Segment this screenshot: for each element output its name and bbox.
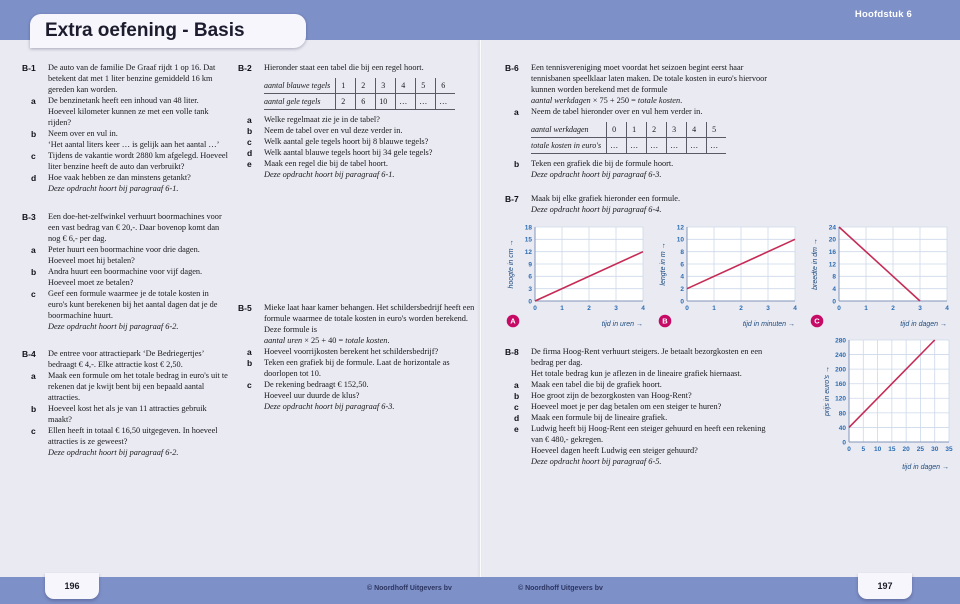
- svg-text:40: 40: [838, 424, 846, 432]
- exercise-text: Neem de tabel over en vul deze verder in.: [264, 126, 403, 135]
- exercise-number: B-1: [22, 63, 36, 73]
- exercise-text: Hoeveel moet je per dag betalen om een steiger te huren?: [531, 402, 722, 411]
- item-letter: b: [247, 126, 253, 136]
- svg-text:1: 1: [864, 305, 868, 312]
- table-row: [531, 138, 726, 154]
- table-row-label: aantal blauwe tegels: [264, 78, 336, 94]
- table-cell: 5: [707, 122, 727, 138]
- svg-text:3: 3: [528, 286, 532, 294]
- svg-text:3: 3: [614, 305, 618, 312]
- paragraph-reference: Deze opdracht hoort bij paragraaf 6-5.: [531, 457, 662, 466]
- svg-text:A: A: [510, 316, 516, 326]
- item-letter: a: [31, 96, 36, 106]
- svg-text:2: 2: [739, 305, 743, 312]
- svg-text:0: 0: [847, 446, 851, 453]
- exercise-B-6: [505, 62, 957, 180]
- label-spacer: [505, 95, 531, 96]
- exercise-text: Hoeveel kost het als je van 11 attracties gebruik maakt?: [48, 404, 207, 424]
- table-row: [264, 94, 455, 110]
- exercise-text: Welk aantal blauwe tegels hoort bij 34 gele tegels?: [264, 148, 433, 157]
- exercise-part: [22, 183, 228, 194]
- line-chart-B: [657, 219, 805, 329]
- table-holder: [531, 117, 773, 158]
- svg-text:15: 15: [524, 236, 532, 244]
- table-cell: 4: [396, 78, 416, 94]
- exercise-part: [505, 95, 957, 106]
- exercise-part: [505, 412, 811, 423]
- svg-text:2: 2: [680, 286, 684, 294]
- table-holder: [264, 73, 476, 114]
- y-axis-title: lengte in m →: [660, 242, 667, 286]
- exercise-part: [22, 128, 228, 150]
- item-letter: c: [514, 402, 519, 412]
- table-cell: …: [627, 138, 647, 154]
- svg-text:1: 1: [712, 305, 716, 312]
- line-chart-price: [821, 334, 957, 472]
- data-table: [531, 122, 726, 154]
- item-letter: a: [514, 107, 519, 117]
- svg-text:35: 35: [945, 446, 953, 453]
- label-spacer: [22, 321, 48, 322]
- exercise-B-8: [505, 346, 811, 467]
- table-cell: 0: [607, 122, 627, 138]
- exercise-text: Hoe vaak hebben ze dan minstens getankt?: [48, 173, 191, 182]
- item-letter: e: [514, 424, 519, 434]
- exercise-text: Teken een grafiek bij de formule. Laat de horizontale as doorlopen tot 10.: [264, 358, 450, 378]
- exercise-number: B-6: [505, 63, 519, 73]
- svg-text:240: 240: [835, 351, 846, 359]
- y-axis-title: breedte in dm →: [812, 238, 819, 290]
- data-table: [264, 78, 455, 110]
- exercise-part: [238, 158, 476, 169]
- svg-text:4: 4: [945, 305, 949, 312]
- svg-text:0: 0: [685, 305, 689, 312]
- exercise-b8-block: [505, 346, 811, 477]
- svg-text:20: 20: [828, 236, 836, 244]
- table-cell: …: [436, 94, 456, 110]
- exercise-part: [238, 302, 476, 335]
- svg-text:1: 1: [560, 305, 564, 312]
- chart-label-badge-C: [811, 315, 824, 328]
- svg-text:16: 16: [828, 249, 836, 257]
- table-cell: 3: [376, 78, 396, 94]
- svg-text:12: 12: [828, 261, 836, 269]
- exercise-part: [22, 403, 228, 425]
- item-letter: c: [31, 151, 36, 161]
- svg-text:15: 15: [888, 446, 896, 453]
- item-letter: d: [247, 148, 253, 158]
- exercise-part: [22, 447, 228, 458]
- label-spacer: [505, 169, 531, 170]
- svg-text:25: 25: [916, 446, 925, 453]
- label-spacer: [238, 73, 264, 74]
- svg-text:160: 160: [835, 381, 846, 389]
- table-cell: 6: [356, 94, 376, 110]
- exercise-text: Welke regelmaat zie je in de tabel?: [264, 115, 380, 124]
- exercise-B-5: [238, 302, 476, 412]
- table-cell: 1: [336, 78, 356, 94]
- exercise-part: [505, 106, 957, 117]
- page-number-tab-right: [858, 573, 912, 599]
- table-row-label: aantal gele tegels: [264, 94, 336, 110]
- exercise-part: [22, 211, 228, 244]
- exercise-part: [22, 348, 228, 370]
- label-spacer: [505, 204, 531, 205]
- svg-text:0: 0: [832, 298, 836, 306]
- exercise-text: Neem over en vul in. ‘Het aantal liters keer … is gelijk aan het aantal …’: [48, 129, 220, 149]
- item-letter: a: [31, 371, 36, 381]
- exercise-part: [22, 425, 228, 447]
- exercise-part: [238, 147, 476, 158]
- item-letter: a: [514, 380, 519, 390]
- svg-text:10: 10: [873, 446, 882, 453]
- exercise-part: [505, 379, 811, 390]
- line-chart-A: [505, 219, 653, 329]
- exercise-part: [505, 401, 811, 412]
- charts-row: [505, 219, 957, 334]
- exercise-part: [238, 346, 476, 357]
- item-letter: b: [31, 404, 37, 414]
- line-chart-C: [809, 219, 957, 329]
- chart-b: [657, 219, 805, 334]
- exercise-part: [22, 244, 228, 266]
- exercise-part: [238, 125, 476, 136]
- exercise-text: Maak een formule bij de lineaire grafiek.: [531, 413, 668, 422]
- table-row-label: aantal werkdagen: [531, 122, 607, 138]
- exercise-number: B-4: [22, 349, 36, 359]
- table-cell: 1: [627, 122, 647, 138]
- exercise-part: [505, 158, 957, 169]
- table-cell: 2: [356, 78, 376, 94]
- svg-text:3: 3: [918, 305, 922, 312]
- svg-text:8: 8: [680, 249, 684, 257]
- item-letter: b: [31, 129, 37, 139]
- exercise-part: [238, 401, 476, 412]
- item-letter: b: [514, 391, 520, 401]
- table-row: [531, 122, 726, 138]
- exercise-text: Geef een formule waarmee je de totale kosten in euro's kunt berekenen bij het aantal dagen dat je de boormachine huurt.: [48, 289, 218, 320]
- exercise-text: De entree voor attractiepark ‘De Bedriegertjes’ bedraagt € 4,-. Elke attractie kost € 2,50.: [48, 349, 204, 369]
- table-cell: 5: [416, 78, 436, 94]
- exercise-text: Maak een formule om het totale bedrag in euro's uit te rekenen dat je kwijt bent bij een bepaald aantal attracties.: [48, 371, 228, 402]
- label-spacer: [22, 447, 48, 448]
- svg-text:4: 4: [680, 273, 684, 281]
- exercise-part: [505, 62, 957, 95]
- chart-c: [809, 219, 957, 334]
- exercise-number: B-8: [505, 347, 519, 357]
- svg-text:9: 9: [528, 261, 532, 269]
- svg-text:2: 2: [587, 305, 591, 312]
- exercise-text: De benzinetank heeft een inhoud van 48 liter. Hoeveel kilometer kunnen ze met een volle tank rijden?: [48, 96, 209, 127]
- exercise-b6-block: [505, 62, 957, 180]
- footer-band: [0, 577, 960, 604]
- exercise-part: [238, 114, 476, 125]
- label-spacer: [505, 117, 531, 118]
- svg-text:0: 0: [533, 305, 537, 312]
- exercise-text: De rekening bedraagt € 152,50. Hoeveel uur duurde de klus?: [264, 380, 369, 400]
- exercise-part: [505, 204, 957, 215]
- exercise-B-2: [238, 62, 476, 180]
- page-number-right: 197: [877, 581, 893, 591]
- svg-text:6: 6: [528, 273, 532, 281]
- item-letter: e: [247, 159, 252, 169]
- y-axis-title: hoogte in cm →: [508, 239, 515, 289]
- exercise-B-3: [22, 211, 228, 332]
- exercise-text: Welk aantal gele tegels hoort bij 8 blauwe tegels?: [264, 137, 429, 146]
- exercise-part: [505, 423, 811, 456]
- exercise-text: Mieke laat haar kamer behangen. Het schildersbedrijf heeft een formule waarmee de totale kosten in euro's worden berekend. Deze formule is: [264, 303, 475, 334]
- exercise-part: [238, 335, 476, 346]
- item-letter: a: [247, 347, 252, 357]
- table-row-label: totale kosten in euro's: [531, 138, 607, 154]
- item-letter: b: [31, 267, 37, 277]
- svg-text:280: 280: [835, 337, 846, 345]
- table-cell: …: [396, 94, 416, 110]
- exercise-part: [238, 357, 476, 379]
- item-letter: d: [514, 413, 520, 423]
- exercise-part: [238, 379, 476, 401]
- exercise-number: B-3: [22, 212, 36, 222]
- svg-text:200: 200: [835, 366, 846, 374]
- item-letter: a: [31, 245, 36, 255]
- table-cell: 2: [336, 94, 356, 110]
- x-axis-title: tijd in uren →: [601, 321, 643, 328]
- exercise-part: [505, 346, 811, 379]
- exercise-B-7: [505, 193, 957, 215]
- exercise-part: [238, 62, 476, 73]
- paragraph-reference: Deze opdracht hoort bij paragraaf 6-4.: [531, 205, 662, 214]
- item-letter: c: [31, 289, 36, 299]
- svg-text:8: 8: [832, 273, 836, 281]
- exercise-text: Tijdens de vakantie wordt 2880 km afgelegd. Hoeveel liter benzine heeft de auto dan verbruikt?: [48, 151, 228, 171]
- exercise-number: B-2: [238, 63, 252, 73]
- table-cell: …: [667, 138, 687, 154]
- copyright-right: © Noordhoff Uitgevers bv: [518, 585, 603, 592]
- exercise-part: [22, 62, 228, 95]
- paragraph-reference: Deze opdracht hoort bij paragraaf 6-1.: [48, 184, 179, 193]
- label-spacer: [238, 335, 264, 336]
- paragraph-reference: Deze opdracht hoort bij paragraaf 6-3.: [264, 402, 395, 411]
- svg-text:12: 12: [676, 224, 684, 232]
- svg-text:0: 0: [842, 439, 846, 447]
- page-spine: [480, 40, 481, 577]
- svg-text:20: 20: [902, 446, 910, 453]
- copyright-left: © Noordhoff Uitgevers bv: [367, 585, 452, 592]
- exercise-text: Hoeveel voorrijkosten berekent het schildersbedrijf?: [264, 347, 439, 356]
- exercise-B-1: [22, 62, 228, 194]
- exercise-text: Teken een grafiek die bij de formule hoort.: [531, 159, 674, 168]
- item-letter: b: [514, 159, 520, 169]
- svg-text:24: 24: [828, 224, 836, 232]
- chart-label-badge-B: [659, 315, 672, 328]
- exercise-B-4: [22, 348, 228, 458]
- y-axis-title: prijs in euro's →: [824, 366, 831, 416]
- paragraph-reference: Deze opdracht hoort bij paragraaf 6-3.: [531, 170, 662, 179]
- exercise-part: [238, 136, 476, 147]
- exercise-text: Andra huurt een boormachine voor vijf dagen. Hoeveel moet ze betalen?: [48, 267, 203, 287]
- chapter-label: Hoofdstuk 6: [854, 9, 912, 20]
- table-cell: 4: [687, 122, 707, 138]
- svg-text:2: 2: [891, 305, 895, 312]
- item-letter: c: [247, 380, 252, 390]
- svg-text:0: 0: [528, 298, 532, 306]
- svg-text:C: C: [814, 316, 820, 326]
- svg-text:30: 30: [931, 446, 939, 453]
- exercise-text: Ellen heeft in totaal € 16,50 uitgegeven. In hoeveel attracties is ze geweest?: [48, 426, 218, 446]
- exercise-text: De firma Hoog-Rent verhuurt steigers. Je betaalt bezorgkosten en een bedrag per dag. Het totale bedrag kun je aflezen in de lineaire grafiek hiernaast.: [531, 347, 763, 378]
- table-cell: 2: [647, 122, 667, 138]
- label-spacer: [22, 183, 48, 184]
- svg-text:0: 0: [680, 298, 684, 306]
- exercise-part: [22, 150, 228, 172]
- chart-price: [821, 334, 957, 477]
- exercise-number: B-7: [505, 194, 519, 204]
- exercise-text: Ludwig heeft bij Hoog-Rent een steiger gehuurd en heeft een rekening van € 480,- gekregen. Hoeveel dagen heeft Ludwig een steiger gehuurd?: [531, 424, 766, 455]
- page-title-tab: [30, 14, 306, 48]
- exercise-part: [505, 169, 957, 180]
- chart-a: [505, 219, 653, 334]
- formula-line: aantal werkdagen × 75 + 250 = totale kosten.: [531, 96, 683, 105]
- svg-text:12: 12: [524, 249, 532, 257]
- exercise-text: Maak een regel die bij de tabel hoort.: [264, 159, 388, 168]
- svg-text:120: 120: [835, 395, 846, 403]
- exercise-text: Maak een tabel die bij de grafiek hoort.: [531, 380, 662, 389]
- exercise-number: B-5: [238, 303, 252, 313]
- exercise-part: [22, 95, 228, 128]
- right-page-column: [505, 62, 957, 477]
- exercise-part: [238, 169, 476, 180]
- exercise-text: De auto van de familie De Graaf rijdt 1 op 16. Dat betekent dat met 1 liter benzine gemiddeld 16 km gereden kan worden.: [48, 63, 216, 94]
- paragraph-reference: Deze opdracht hoort bij paragraaf 6-1.: [264, 170, 395, 179]
- svg-text:18: 18: [524, 224, 532, 232]
- svg-text:6: 6: [680, 261, 684, 269]
- exercise-text: Een doe-het-zelfwinkel verhuurt boormachines voor een vast bedrag van € 20,-. Daar bovenop komt dan nog € 6,- per dag.: [48, 212, 222, 243]
- page-number-tab-left: [45, 573, 99, 599]
- item-letter: c: [31, 426, 36, 436]
- x-axis-title: tijd in minuten →: [742, 321, 795, 328]
- exercise-part: [22, 172, 228, 183]
- label-spacer: [238, 401, 264, 402]
- exercise-part: [22, 321, 228, 332]
- svg-text:4: 4: [793, 305, 797, 312]
- svg-text:80: 80: [838, 410, 846, 418]
- exercise-text: Neem de tabel hieronder over en vul hem verder in.: [531, 107, 703, 116]
- page-title: Extra oefening - Basis: [45, 20, 245, 41]
- item-letter: b: [247, 358, 253, 368]
- exercise-b8-row: [505, 337, 957, 477]
- svg-text:3: 3: [766, 305, 770, 312]
- exercise-text: Peter huurt een boormachine voor drie dagen. Hoeveel moet hij betalen?: [48, 245, 200, 265]
- formula-line: aantal uren × 25 + 40 = totale kosten.: [264, 336, 390, 345]
- exercise-part: [22, 370, 228, 403]
- label-spacer: [238, 169, 264, 170]
- exercise-text: Maak bij elke grafiek hieronder een formule.: [531, 194, 681, 203]
- table-cell: …: [416, 94, 436, 110]
- page-number-left: 196: [64, 581, 80, 591]
- label-spacer: [505, 456, 531, 457]
- table-cell: …: [687, 138, 707, 154]
- exercise-part: [22, 288, 228, 321]
- table-cell: …: [707, 138, 727, 154]
- svg-text:4: 4: [641, 305, 645, 312]
- svg-text:0: 0: [837, 305, 841, 312]
- item-letter: d: [31, 173, 37, 183]
- table-cell: …: [607, 138, 627, 154]
- left-page-column-1: [22, 62, 228, 458]
- x-axis-title: tijd in dagen →: [902, 464, 949, 471]
- paragraph-reference: Deze opdracht hoort bij paragraaf 6-2.: [48, 448, 179, 457]
- item-letter: c: [247, 137, 252, 147]
- exercise-part: [505, 390, 811, 401]
- chart-label-badge-A: [507, 315, 520, 328]
- exercise-part: [505, 193, 957, 204]
- exercise-text: Een tennisvereniging moet voordat het seizoen begint eerst haar tennisbanen speelklaar laten maken. De totale kosten in euro's hiervoor kunnen worden berekend met de formule: [531, 63, 768, 94]
- exercise-b7-block: [505, 193, 957, 215]
- table-cell: 10: [376, 94, 396, 110]
- svg-text:B: B: [662, 316, 668, 326]
- x-axis-title: tijd in dagen →: [900, 321, 947, 328]
- table-row: [264, 78, 455, 94]
- exercise-text: Hoe groot zijn de bezorgkosten van Hoog-Rent?: [531, 391, 692, 400]
- exercise-text: Hieronder staat een tabel die bij een regel hoort.: [264, 63, 424, 72]
- table-cell: 6: [436, 78, 456, 94]
- exercise-part: [505, 117, 957, 158]
- svg-text:10: 10: [676, 236, 684, 244]
- item-letter: a: [247, 115, 252, 125]
- exercise-part: [238, 73, 476, 114]
- paragraph-reference: Deze opdracht hoort bij paragraaf 6-2.: [48, 322, 179, 331]
- table-cell: 3: [667, 122, 687, 138]
- exercise-part: [505, 456, 811, 467]
- left-page-column-2: [238, 62, 476, 412]
- svg-text:5: 5: [861, 446, 866, 453]
- exercise-part: [22, 266, 228, 288]
- svg-text:4: 4: [832, 286, 836, 294]
- table-cell: …: [647, 138, 667, 154]
